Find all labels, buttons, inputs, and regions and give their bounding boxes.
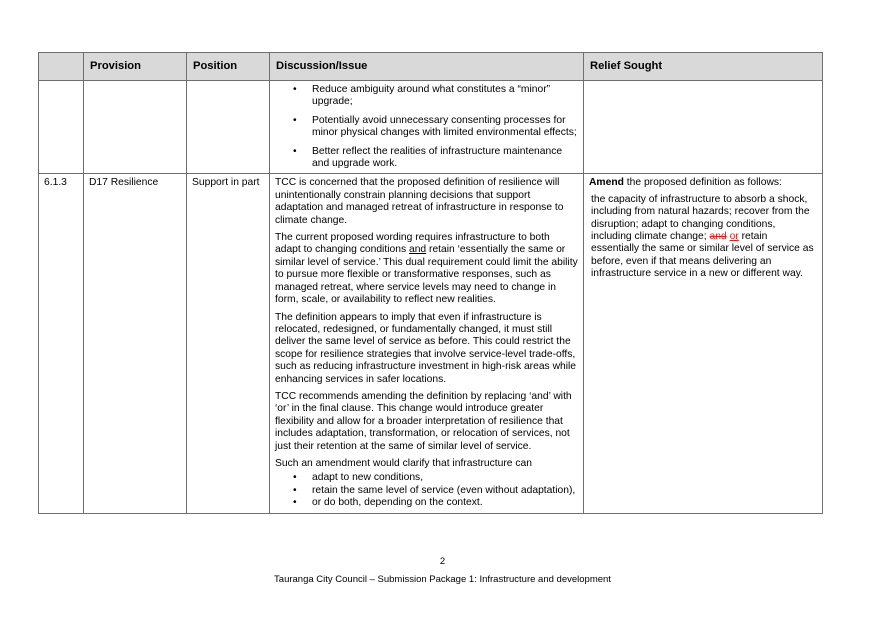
discussion-paragraph: Such an amendment would clarify that infrastructure can xyxy=(275,457,532,469)
discussion-paragraph xyxy=(275,232,578,306)
discussion-text: retain ‘essentially the same or similar level of service.’ This dual requirement could limit the ability to pursue more flexible or transformative responses, such as managed retreat, where service levels may need to change in form, scale, or availability to reflect new realities. xyxy=(275,244,578,306)
table-row xyxy=(39,81,823,174)
header-number xyxy=(39,53,84,81)
table-row xyxy=(39,174,823,513)
list-item: • Better reflect the realities of infrastructure maintenance and upgrade work. xyxy=(312,146,578,171)
relief-intro-text: the proposed definition as follows: xyxy=(623,177,782,189)
row1-number-cell xyxy=(39,81,84,174)
header-relief: Relief Sought xyxy=(584,53,823,81)
definition-text: retain essentially the same or similar level of service as before, even if that means delivering an infrastructure service in a new or different way. xyxy=(591,231,814,280)
deleted-text: and xyxy=(709,231,727,243)
list-item: • Potentially avoid unnecessary consenting processes for minor physical changes with limited environmental effects; xyxy=(312,115,578,140)
inserted-text: or xyxy=(729,231,739,243)
list-item: • adapt to new conditions, xyxy=(312,472,578,484)
row1-bullet-list xyxy=(275,84,578,170)
underlined-and: and xyxy=(408,244,427,256)
header-discussion: Discussion/Issue xyxy=(270,53,584,81)
submission-table xyxy=(38,52,823,514)
row1-relief-cell xyxy=(584,81,823,174)
row2-bullet-list xyxy=(275,472,578,509)
page-footer: Tauranga City Council – Submission Package 1: Infrastructure and development xyxy=(274,574,611,585)
row2-position: Support in part xyxy=(187,174,270,513)
relief-definition xyxy=(589,194,817,281)
discussion-paragraph: TCC recommends amending the definition by replacing ‘and’ with ‘or’ in the final clause. This change would introduce greater flexibility and allow for a broader interpretation of resilience that includes adaptation, transformation, or relocation of services, not just their retention at the same of similar level of service. xyxy=(275,390,572,452)
list-item: • Reduce ambiguity around what constitutes a “minor” upgrade; xyxy=(312,84,578,109)
row2-relief-cell xyxy=(584,174,823,513)
discussion-text: The current proposed wording requires infrastructure to both adapt to changing conditions xyxy=(275,232,550,256)
row2-provision: D17 Resilience xyxy=(84,174,187,513)
header-provision: Provision xyxy=(84,53,187,81)
amend-label: Amend xyxy=(589,177,624,189)
header-position: Position xyxy=(187,53,270,81)
row2-number: 6.1.3 xyxy=(39,174,84,513)
definition-text: the capacity of infrastructure to absorb a shock, including from natural hazards; recover from the disruption; adapt to changing conditions, including climate change; xyxy=(591,193,810,243)
list-item: • or do both, depending on the context. xyxy=(312,497,578,509)
page-number: 2 xyxy=(439,556,446,567)
row2-discussion-cell xyxy=(270,174,584,513)
row1-provision-cell xyxy=(84,81,187,174)
relief-intro xyxy=(589,177,817,189)
discussion-paragraph: TCC is concerned that the proposed definition of resilience will unintentionally constrain planning decisions that support adaptation and managed retreat of infrastructure in response to climate change. xyxy=(275,177,564,226)
list-item: • retain the same level of service (even without adaptation), xyxy=(312,485,578,497)
row1-position-cell xyxy=(187,81,270,174)
table-header-row xyxy=(39,53,823,81)
row1-discussion-cell xyxy=(270,81,584,174)
discussion-paragraph: The definition appears to imply that even if infrastructure is relocated, redesigned, or fundamentally changed, it must still deliver the same level of service as before. This could restrict the scope for resilience strategies that involve service-level trade-offs, such as reducing infrastructure investment in high-risk areas while enhancing services in safer locations. xyxy=(275,311,577,385)
